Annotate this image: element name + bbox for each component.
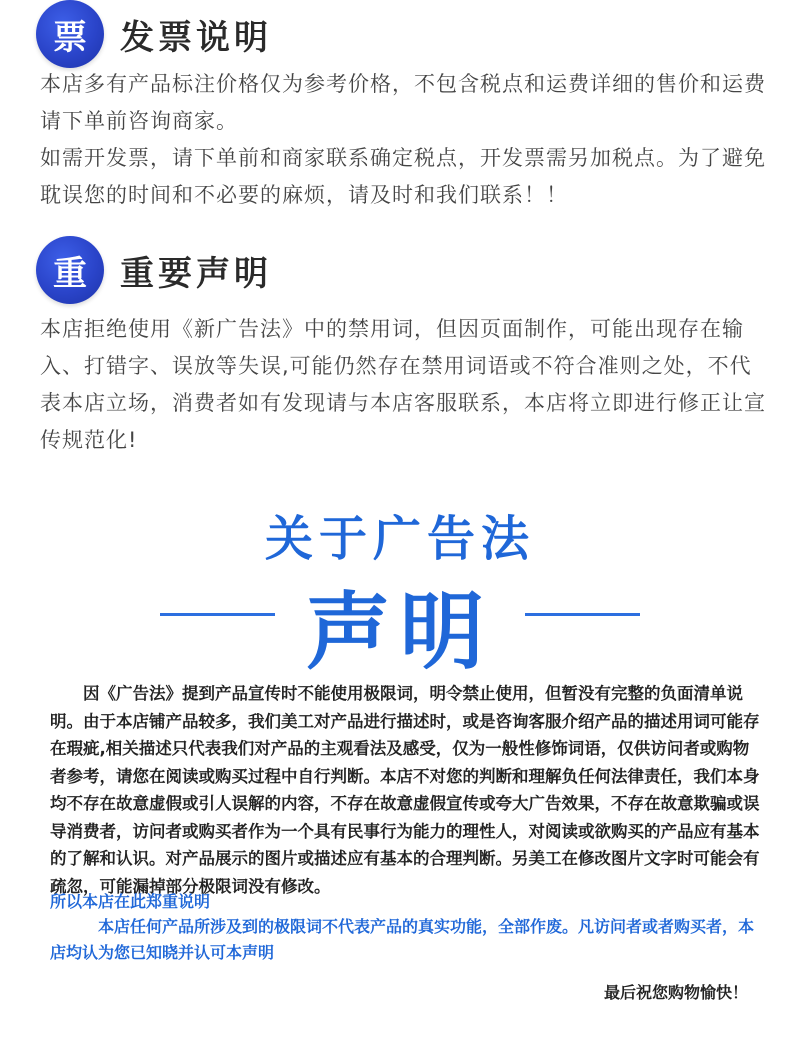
notice-body [50, 680, 760, 900]
notice-title-main: 声明 [305, 583, 494, 681]
invoice-section-title: 发票说明 [120, 17, 272, 58]
closing-text: 最后祝您购物愉快！ [603, 983, 748, 1002]
notice-blue-body-text: 本店任何产品所涉及到的极限词不代表产品的真实功能，全部作废。凡访问者或者购买者，本店均认为您已知晓并认可本声明 [50, 917, 755, 962]
statement-paragraph-1: 本店拒绝使用《新广告法》中的禁用词，但因页面制作，可能出现存在输入、打错字、误放等失误,可能仍然存在禁用词语或不符合准则之处，不代表本店立场，消费者如有发现请与本店客服联系，本店将立即进行修正让宣传规范化! [40, 317, 766, 452]
statement-section-text [40, 311, 770, 459]
notice-blue-heading: 所以本店在此郑重说明 [50, 892, 211, 911]
invoice-section-header [36, 0, 272, 68]
invoice-section-text [40, 66, 770, 214]
right-divider [525, 613, 640, 616]
statement-section-header [36, 236, 272, 304]
statement-section-title: 重要声明 [120, 253, 272, 294]
invoice-paragraph-1: 本店多有产品标注价格仅为参考价格，不包含税点和运费详细的售价和运费请下单前咨询商家。 [40, 72, 766, 133]
notice-title-top: 关于广告法 [264, 511, 535, 567]
invoice-badge-icon: 票 [36, 0, 104, 68]
notice-body-text: 因《广告法》提到产品宣传时不能使用极限词，明令禁止使用，但暂没有完整的负面清单说明。由于本店铺产品较多，我们美工对产品进行描述时，或是咨询客服介绍产品的描述用词可能存在瑕疵,相关描述只代表我们对产品的主观看法及感受，仅为一般性修饰词语，仅供访问者或购物者参考，请您在阅读或购买过程中自行判断。本店不对您的判断和理解负任何法律责任，我们本身均不存在故意虚假或引人误解的内容，不存在故意虚假宣传或夸大广告效果，不存在故意欺骗或误导消费者，访问者或购买者作为一个具有民事行为能力的理性人，对阅读或欲购买的产品应有基本的了解和认识。对产品展示的图片或描述应有基本的合理判断。另美工在修改图片文字时可能会有疏忽，可能漏掉部分极限词没有修改。 [50, 684, 760, 896]
invoice-paragraph-2: 如需开发票，请下单前和商家联系确定税点，开发票需另加税点。为了避免耽误您的时间和不必要的麻烦，请及时和我们联系！！ [40, 146, 766, 207]
statement-badge-icon: 重 [36, 236, 104, 304]
notice-blue-body [50, 914, 760, 966]
